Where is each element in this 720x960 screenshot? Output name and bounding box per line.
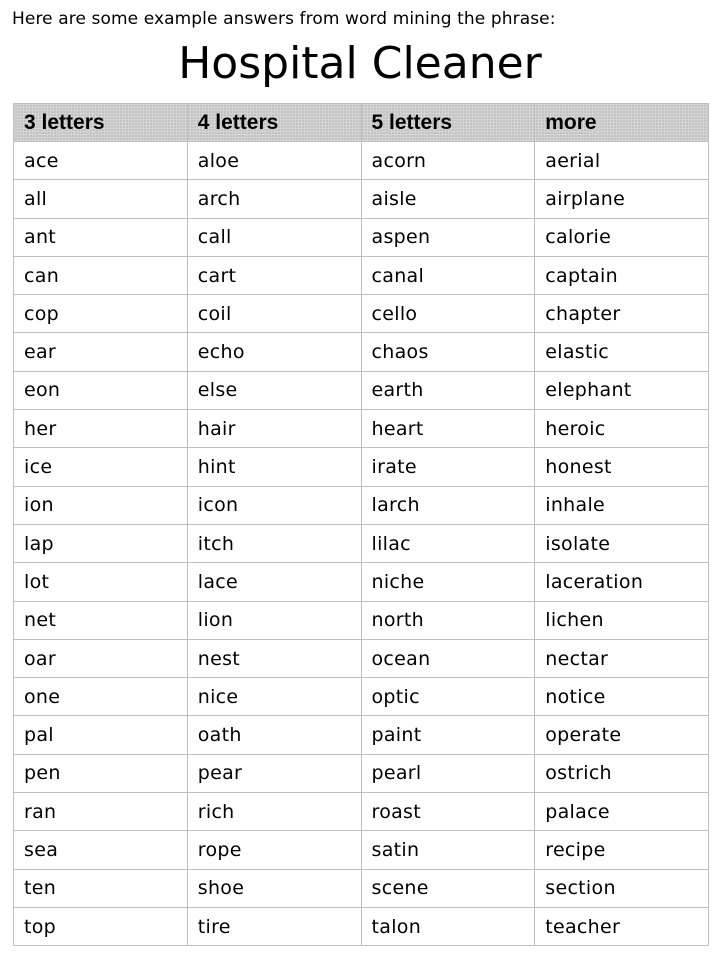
table-cell: lot bbox=[14, 563, 188, 601]
table-cell: captain bbox=[535, 256, 709, 294]
table-cell: ten bbox=[14, 869, 188, 907]
table-cell: lace bbox=[187, 563, 361, 601]
table-cell: ace bbox=[14, 142, 188, 180]
table-cell: net bbox=[14, 601, 188, 639]
table-cell: lion bbox=[187, 601, 361, 639]
table-row bbox=[14, 410, 709, 448]
table-cell: echo bbox=[187, 333, 361, 371]
table-row bbox=[14, 448, 709, 486]
table-cell: rope bbox=[187, 831, 361, 869]
table-cell: chapter bbox=[535, 295, 709, 333]
table-cell: elastic bbox=[535, 333, 709, 371]
table-cell: laceration bbox=[535, 563, 709, 601]
table-cell: satin bbox=[361, 831, 535, 869]
table-cell: honest bbox=[535, 448, 709, 486]
table-cell: nectar bbox=[535, 639, 709, 677]
table-cell: larch bbox=[361, 486, 535, 524]
table-cell: her bbox=[14, 410, 188, 448]
table-cell: hair bbox=[187, 410, 361, 448]
table-cell: elephant bbox=[535, 371, 709, 409]
table-row bbox=[14, 295, 709, 333]
table-row bbox=[14, 524, 709, 562]
table-cell: pear bbox=[187, 754, 361, 792]
table-row bbox=[14, 486, 709, 524]
table-cell: operate bbox=[535, 716, 709, 754]
table-cell: roast bbox=[361, 793, 535, 831]
table-cell: call bbox=[187, 218, 361, 256]
table-row bbox=[14, 639, 709, 677]
table-row bbox=[14, 907, 709, 945]
table-cell: inhale bbox=[535, 486, 709, 524]
table-cell: hint bbox=[187, 448, 361, 486]
column-header-3-letters: 3 letters bbox=[14, 104, 188, 142]
table-row bbox=[14, 333, 709, 371]
table-cell: lichen bbox=[535, 601, 709, 639]
column-header-5-letters: 5 letters bbox=[361, 104, 535, 142]
word-table bbox=[13, 103, 709, 946]
table-cell: lilac bbox=[361, 524, 535, 562]
table-row bbox=[14, 601, 709, 639]
table-row bbox=[14, 371, 709, 409]
table-cell: aisle bbox=[361, 180, 535, 218]
table-cell: tire bbox=[187, 907, 361, 945]
table-cell: itch bbox=[187, 524, 361, 562]
table-cell: else bbox=[187, 371, 361, 409]
table-cell: icon bbox=[187, 486, 361, 524]
table-cell: earth bbox=[361, 371, 535, 409]
table-cell: ice bbox=[14, 448, 188, 486]
table-cell: paint bbox=[361, 716, 535, 754]
table-cell: irate bbox=[361, 448, 535, 486]
table-cell: cart bbox=[187, 256, 361, 294]
table-row bbox=[14, 678, 709, 716]
table-cell: eon bbox=[14, 371, 188, 409]
table-cell: can bbox=[14, 256, 188, 294]
table-cell: acorn bbox=[361, 142, 535, 180]
table-cell: palace bbox=[535, 793, 709, 831]
table-row bbox=[14, 218, 709, 256]
table-cell: ostrich bbox=[535, 754, 709, 792]
table-cell: teacher bbox=[535, 907, 709, 945]
table-cell: shoe bbox=[187, 869, 361, 907]
table-cell: oath bbox=[187, 716, 361, 754]
table-row bbox=[14, 831, 709, 869]
table-cell: heroic bbox=[535, 410, 709, 448]
table-cell: aloe bbox=[187, 142, 361, 180]
intro-text: Here are some example answers from word mining the phrase: bbox=[12, 9, 556, 29]
table-cell: recipe bbox=[535, 831, 709, 869]
table-cell: ion bbox=[14, 486, 188, 524]
table-cell: arch bbox=[187, 180, 361, 218]
table-cell: nice bbox=[187, 678, 361, 716]
table-cell: coil bbox=[187, 295, 361, 333]
table-cell: scene bbox=[361, 869, 535, 907]
table-cell: north bbox=[361, 601, 535, 639]
table-cell: notice bbox=[535, 678, 709, 716]
table-cell: section bbox=[535, 869, 709, 907]
table-cell: nest bbox=[187, 639, 361, 677]
table-cell: lap bbox=[14, 524, 188, 562]
table-cell: heart bbox=[361, 410, 535, 448]
table-cell: ran bbox=[14, 793, 188, 831]
table-row bbox=[14, 754, 709, 792]
header-row bbox=[14, 104, 709, 142]
table-cell: aerial bbox=[535, 142, 709, 180]
table-cell: ocean bbox=[361, 639, 535, 677]
table-row bbox=[14, 180, 709, 218]
table-row bbox=[14, 793, 709, 831]
table-cell: airplane bbox=[535, 180, 709, 218]
table-cell: isolate bbox=[535, 524, 709, 562]
table-row bbox=[14, 716, 709, 754]
table-cell: all bbox=[14, 180, 188, 218]
table-cell: cello bbox=[361, 295, 535, 333]
table-cell: chaos bbox=[361, 333, 535, 371]
table-cell: pal bbox=[14, 716, 188, 754]
table-row bbox=[14, 142, 709, 180]
table-cell: canal bbox=[361, 256, 535, 294]
table-cell: ear bbox=[14, 333, 188, 371]
table-row bbox=[14, 563, 709, 601]
table-cell: oar bbox=[14, 639, 188, 677]
table-cell: one bbox=[14, 678, 188, 716]
table-row bbox=[14, 869, 709, 907]
column-header-more: more bbox=[535, 104, 709, 142]
table-cell: sea bbox=[14, 831, 188, 869]
table-cell: pen bbox=[14, 754, 188, 792]
table-cell: calorie bbox=[535, 218, 709, 256]
table-cell: top bbox=[14, 907, 188, 945]
page-title: Hospital Cleaner bbox=[178, 38, 542, 89]
table-cell: ant bbox=[14, 218, 188, 256]
table-cell: aspen bbox=[361, 218, 535, 256]
table-cell: niche bbox=[361, 563, 535, 601]
table-cell: pearl bbox=[361, 754, 535, 792]
column-header-4-letters: 4 letters bbox=[187, 104, 361, 142]
table-cell: cop bbox=[14, 295, 188, 333]
table-cell: optic bbox=[361, 678, 535, 716]
table-cell: rich bbox=[187, 793, 361, 831]
table-cell: talon bbox=[361, 907, 535, 945]
table-row bbox=[14, 256, 709, 294]
